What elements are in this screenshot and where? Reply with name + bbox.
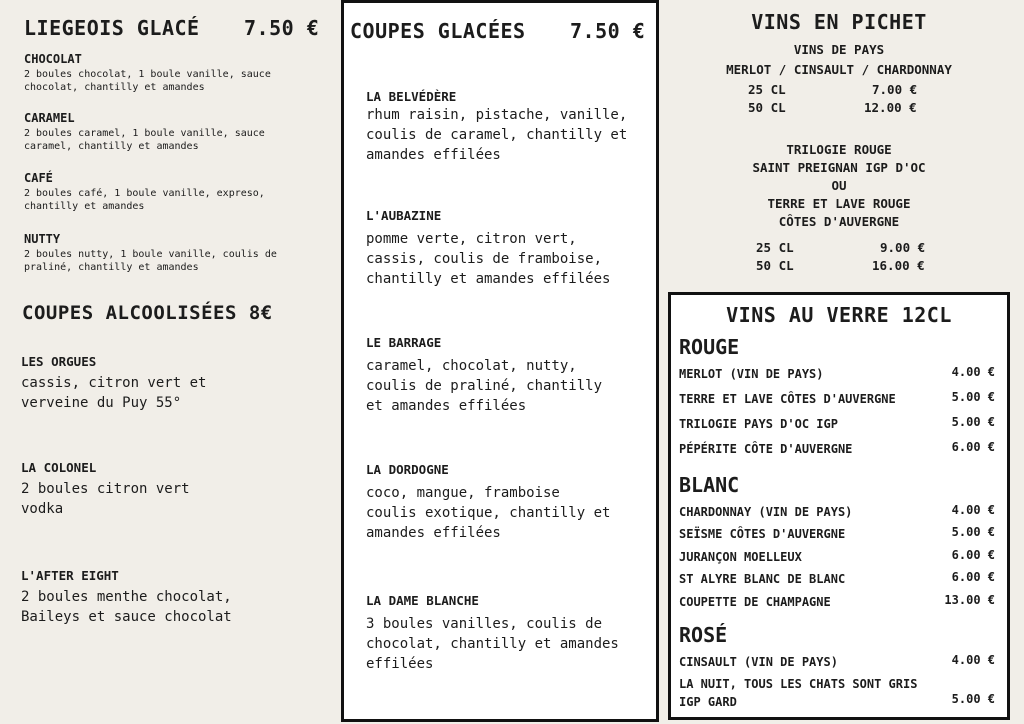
pichet-terre: TERRE ET LAVE ROUGE [767,196,911,211]
coupes-price: 7.50 € [570,19,646,43]
pichet-price: 9.00 € [880,240,926,255]
item-desc: 2 boules nutty, 1 boule vanille, coulis de praliné, chantilly et amandes [24,249,277,273]
menu-item [21,354,251,413]
wine-name: TERRE ET LAVE CÔTES D'AUVERGNE [679,392,896,406]
wine-name: LA NUIT, TOUS LES CHATS SONT GRIS IGP GARD [679,677,918,709]
item-name: LES ORGUES [21,354,97,369]
rouge-title: ROUGE [679,335,740,359]
rose-title: ROSÉ [679,623,728,647]
item-desc: pomme verte, citron vert, cassis, coulis de framboise, chantilly et amandes effilées [366,231,611,287]
menu-item [366,593,626,674]
wine-price: 5.00 € [951,415,995,429]
pichet-grapes: MERLOT / CINSAULT / CHARDONNAY [726,62,952,77]
coupes-panel [341,0,659,722]
item-desc: 2 boules caramel, 1 boule vanille, sauce caramel, chantilly et amandes [24,128,265,152]
wine-price: 4.00 € [951,365,995,379]
pichet-price: 16.00 € [872,258,925,273]
pichet-price: 7.00 € [872,82,918,97]
item-desc: rhum raisin, pistache, vanille, coulis de caramel, chantilly et amandes effilées [366,107,628,163]
wine-name: MERLOT (VIN DE PAYS) [679,367,824,381]
left-column [0,0,338,724]
item-name: L'AUBAZINE [366,208,442,223]
wine-name: TRILOGIE PAYS D'OC IGP [679,417,838,431]
wine-price: 4.00 € [951,653,995,667]
coupes-title: COUPES GLACÉES [350,19,526,43]
verre-panel [668,292,1010,720]
blanc-title: BLANC [679,473,740,497]
pichet-title: VINS EN PICHET [751,10,927,34]
pichet-size: 50 CL [756,258,794,273]
liegeois-price: 7.50 € [244,16,320,40]
item-desc: cassis, citron vert et verveine du Puy 55° [21,375,207,411]
item-desc: 3 boules vanilles, coulis de chocolat, chantilly et amandes effilées [366,616,619,672]
menu-item [24,111,294,153]
wine-name: CINSAULT (VIN DE PAYS) [679,655,838,669]
wine-name: ST ALYRE BLANC DE BLANC [679,572,846,586]
wine-price: 5.00 € [951,525,995,539]
wine-name: PÉPÉRITE CÔTE D'AUVERGNE [679,442,853,456]
wine-name: COUPETTE DE CHAMPAGNE [679,595,831,609]
item-name: LE BARRAGE [366,335,442,350]
wine-price: 4.00 € [951,503,995,517]
wine-price: 5.00 € [951,692,995,706]
menu-item [21,460,251,519]
pichet-size: 25 CL [748,82,786,97]
wine-name: SEÏSME CÔTES D'AUVERGNE [679,527,846,541]
item-name: CARAMEL [24,111,75,125]
liegeois-title: LIEGEOIS GLACÉ [24,16,200,40]
pichet-subtitle: VINS DE PAYS [793,42,885,57]
menu-item [366,335,626,416]
item-name: CAFÉ [24,171,53,185]
wine-price: 6.00 € [951,440,995,454]
item-desc: 2 boules menthe chocolat, Baileys et sauce chocolat [21,589,232,625]
item-desc: 2 boules citron vert vodka [21,481,190,517]
item-desc: 2 boules café, 1 boule vanille, expreso, chantilly et amandes [24,188,265,212]
wine-price: 6.00 € [951,570,995,584]
wine-name: CHARDONNAY (VIN DE PAYS) [679,505,853,519]
pichet-size: 50 CL [748,100,786,115]
pichet-ou: OU [831,178,847,193]
item-desc: caramel, chocolat, nutty, coulis de praliné, chantilly et amandes effilées [366,358,603,414]
pichet-cotes: CÔTES D'AUVERGNE [778,214,900,229]
menu-item [366,462,611,543]
pichet-size: 25 CL [756,240,794,255]
menu-item [24,52,294,94]
item-name: L'AFTER EIGHT [21,568,119,583]
menu-item [24,171,294,213]
item-desc: 2 boules chocolat, 1 boule vanille, sauce chocolat, chantilly et amandes [24,69,271,93]
item-name: LA BELVÉDÈRE [366,89,457,104]
item-name: CHOCOLAT [24,52,82,66]
item-name: LA DORDOGNE [366,462,449,477]
verre-title: VINS AU VERRE 12CL [726,303,952,327]
menu-item [366,89,646,165]
wine-price: 6.00 € [951,548,995,562]
wine-name: JURANÇON MOELLEUX [679,550,802,564]
menu-item [366,208,636,289]
right-column [664,0,1024,724]
wine-price: 5.00 € [951,390,995,404]
item-name: LA DAME BLANCHE [366,593,479,608]
menu-item [24,232,294,274]
wine-price: 13.00 € [944,593,995,607]
pichet-trilogie: TRILOGIE ROUGE [786,142,892,157]
item-desc: coco, mangue, framboise coulis exotique, chantilly et amandes effilées [366,485,611,541]
pichet-saint: SAINT PREIGNAN IGP D'OC [752,160,926,175]
item-name: LA COLONEL [21,460,97,475]
item-name: NUTTY [24,232,61,246]
menu-item [21,568,261,627]
pichet-price: 12.00 € [864,100,917,115]
alcoolisees-title: COUPES ALCOOLISÉES 8€ [22,302,273,324]
